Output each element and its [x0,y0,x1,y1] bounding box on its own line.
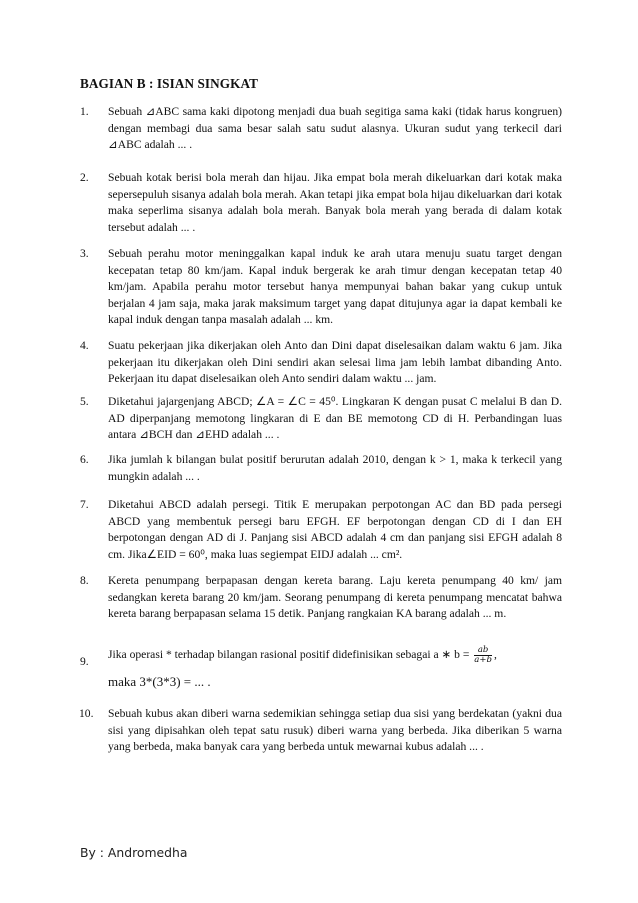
footer-author: By : Andromedha [80,845,188,860]
fraction-numerator: ab [474,646,492,656]
question-text: Sebuah perahu motor meninggalkan kapal induk ke arah utara menuju suatu target dengan kecepatan tetap 80 km/jam. Kapal induk bergerak ke arah timur dengan kecepatan tetap 40 km/jam. Apabila perahu motor tersebut hanya mempunyai bahan bakar yang cukup untuk berjalan 4 jam saja, maka jarak maksimum target yang dapat ditujunya agar ia dapat kembali ke kapal induk dengan tanpa masalah adalah ... km. [108,247,562,327]
question-text-before: Jika operasi * terhadap bilangan rasional positif didefinisikan sebagai a ∗ b = [108,648,470,662]
question-text-after: , [493,648,497,662]
question-text: Sebuah ⊿ABC sama kaki dipotong menjadi dua buah segitiga sama kaki (tidak harus kongruen) dengan membagi dua sama besar salah satu sudut alasnya. Ukuran sudut yang terkecil dari ⊿ABC adalah ... . [108,105,562,152]
question-number: 3. [80,247,89,260]
question-text: Suatu pekerjaan jika dikerjakan oleh Anto dan Dini dapat diselesaikan dalam waktu 6 jam. Jika pekerjaan itu dikerjakan oleh Dini sendiri akan selesai lima jam lebih lambat dibanding Anto. Pekerjaan itu dapat diselesaikan oleh Anto sendiri dalam waktu ... jam. [108,339,562,386]
fraction [474,646,492,665]
question-number: 1. [80,105,89,118]
question-number: 10. [79,707,94,720]
question-text [108,646,562,665]
question-number: 7. [80,498,89,511]
question-text-line2: maka 3*(3*3) = ... . [108,674,211,689]
question-text: Jika jumlah k bilangan bulat positif berurutan adalah 2010, dengan k > 1, maka k terkecil yang mungkin adalah ... . [108,453,562,483]
question-text: Sebuah kotak berisi bola merah dan hijau. Jika empat bola merah dikeluarkan dari kotak maka sepersepuluh sisanya adalah bola merah. Akan tetapi jika empat bola hijau dikeluarkan dari kotak maka seperlima sisanya adalah bola merah. Banyak bola merah yang berada di dalam kotak tersebut adalah ... . [108,171,562,234]
question-number: 8. [80,574,89,587]
fraction-denominator: a+b [474,655,492,665]
question-number: 2. [80,171,89,184]
question-number: 9. [80,655,89,668]
question-number: 4. [80,339,89,352]
question-text: Kereta penumpang berpapasan dengan kereta barang. Laju kereta penumpang 40 km/ jam sedangkan kereta barang 20 km/jam. Seorang penumpang di kereta penumpang mencatat bahwa kereta barang berpapasan selama 15 detik. Panjang rangkaian KA barang adalah ... m. [108,574,562,621]
question-text: Diketahui ABCD adalah persegi. Titik E merupakan perpotongan AC dan BD pada persegi ABCD yang membentuk persegi baru EFGH. EF berpotongan dengan CD di I dan EH berpotongan dengan AD di J. Panjang sisi ABCD adalah 4 cm dan panjang sisi EFGH adalah 8 cm. Jika∠EID = 60⁰, maka luas segiempat EIDJ adalah ... cm². [108,498,562,561]
question-text: Sebuah kubus akan diberi warna sedemikian sehingga setiap dua sisi yang berdekatan (yakni dua sisi yang dipisahkan oleh tepat satu rusuk) diberi warna yang berbeda. Jika diberikan 5 warna yang berbeda, maka banyak cara yang berbeda untuk mewarnai kubus adalah ... . [108,707,562,754]
question-number: 5. [80,395,89,408]
section-heading: BAGIAN B : ISIAN SINGKAT [80,76,259,91]
question-number: 6. [80,453,89,466]
question-text: Diketahui jajargenjang ABCD; ∠A = ∠C = 45⁰. Lingkaran K dengan pusat C melalui B dan D. AD diperpanjang memotong lingkaran di E dan BE memotong CD di H. Perbandingan luas antara ⊿BCH dan ⊿EHD adalah ... . [108,395,562,442]
